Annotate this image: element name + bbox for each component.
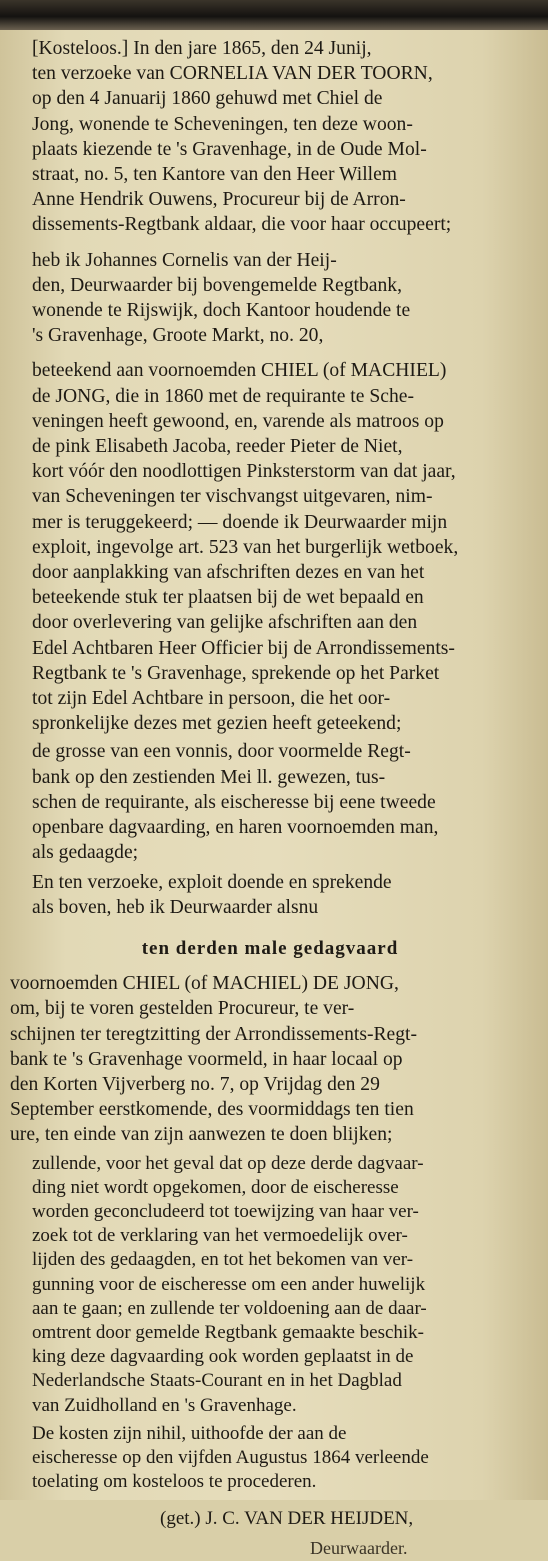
text-line: door aanplakking van afschriften dezes en van het	[32, 562, 425, 584]
text-line: als boven, heb ik Deurwaarder alsnu	[32, 896, 319, 918]
text-line: veningen heeft gewoond, en, varende als matroos op	[32, 410, 444, 432]
paragraph-summons-intro	[10, 870, 530, 920]
text-line: schen de requirante, als eischeresse bij eene tweede	[32, 791, 436, 813]
paragraph-costs	[10, 1422, 530, 1495]
signature: (get.) J. C. VAN DER HEIJDEN,	[160, 1508, 414, 1530]
text-line: spronkelijke dezes met gezien heeft geteekend;	[32, 713, 402, 735]
text-line: mer is teruggekeerd; — doende ik Deurwaarder mijn	[32, 511, 448, 533]
text-line: om, bij te voren gestelden Procureur, te ver-	[10, 998, 355, 1020]
text-line: bank op den zestienden Mei ll. gewezen, tus-	[32, 766, 386, 788]
signature-title: Deurwaarder.	[310, 1537, 408, 1558]
text-line: eischeresse op den vijfden Augustus 1864 verleende	[32, 1446, 429, 1468]
text-line: king deze dagvaarding ook worden geplaatst in de	[32, 1346, 414, 1368]
paragraph-served	[10, 358, 530, 736]
paragraph-judgment	[10, 739, 530, 865]
text-line: tot zijn Edel Achtbare in persoon, die het oor-	[32, 688, 391, 710]
column-rule	[0, 0, 548, 30]
text-line: dissements-Regtbank aldaar, die voor haar occupeert;	[32, 214, 452, 236]
text-line: den, Deurwaarder bij bovengemelde Regtbank,	[32, 274, 402, 296]
text-line: door overlevering van gelijke afschriften aan den	[32, 612, 418, 634]
text-line: [Kosteloos.] In den jare 1865, den 24 Junij,	[32, 38, 372, 59]
text-line: schijnen ter teregtzitting der Arrondissements-Regt-	[10, 1023, 418, 1045]
text-line: Regtbank te 's Gravenhage, sprekende op het Parket	[32, 662, 440, 684]
text-line: wonende te Rijswijk, doch Kantoor houdende te	[32, 300, 411, 322]
text-line: van Scheveningen ter vischvangst uitgevaren, nim-	[32, 486, 433, 508]
text-line: gunning voor de eischeresse om een ander huwelijk	[32, 1273, 426, 1295]
text-line: beteekend aan voornoemden CHIEL (of MACHIEL)	[32, 360, 447, 382]
text-line: den Korten Vijverberg no. 7, op Vrijdag den 29	[10, 1073, 380, 1095]
text-line: zoek tot de verklaring van het vermoedelijk over-	[32, 1225, 408, 1247]
text-line: September eerstkomende, des voormiddags ten tien	[10, 1099, 414, 1121]
legal-notice	[10, 30, 530, 1558]
text-line: voornoemden CHIEL (of MACHIEL) DE JONG,	[10, 973, 399, 995]
text-line: zullende, voor het geval dat op deze derde dagvaar-	[32, 1152, 424, 1174]
text-line: worden geconcludeerd tot toewijzing van haar ver-	[32, 1200, 419, 1222]
text-line: ten verzoeke van CORNELIA VAN DER TOORN,	[32, 63, 433, 85]
text-line: als gedaagde;	[32, 842, 139, 864]
text-line: omtrent door gemelde Regtbank gemaakte beschik-	[32, 1321, 425, 1343]
text-line: de JONG, die in 1860 met de requirante te Sche-	[32, 385, 414, 407]
text-line: Anne Hendrik Ouwens, Procureur bij de Arron-	[32, 189, 406, 211]
text-line: beteekende stuk ter plaatsen bij de wet bepaald en	[32, 587, 424, 609]
text-line: straat, no. 5, ten Kantore van den Heer Willem	[32, 164, 398, 186]
paragraph-bailiff	[10, 248, 530, 349]
paragraph-summons	[10, 971, 530, 1147]
text-line: En ten verzoeke, exploit doende en sprekende	[32, 871, 392, 893]
text-line: de grosse van een vonnis, door voormelde Regt-	[32, 741, 411, 763]
text-line: exploit, ingevolge art. 523 van het burgerlijk wetboek,	[32, 536, 459, 558]
text-line: Nederlandsche Staats-Courant en in het Dagblad	[32, 1370, 402, 1392]
paragraph-conclusion	[10, 1152, 530, 1418]
text-line: plaats kiezende te 's Gravenhage, in de Oude Mol-	[32, 138, 427, 160]
text-line: kort vóór den noodlottigen Pinksterstorm van dat jaar,	[32, 461, 456, 483]
text-line: de pink Elisabeth Jacoba, reeder Pieter de Niet,	[32, 436, 403, 458]
text-line: Edel Achtbaren Heer Officier bij de Arrondissements-	[32, 637, 455, 659]
summons-heading: ten derden male gedagvaard	[141, 937, 399, 959]
text-line: 's Gravenhage, Groote Markt, no. 20,	[32, 325, 324, 347]
paragraph-request	[10, 30, 530, 238]
text-line: op den 4 Januarij 1860 gehuwd met Chiel de	[32, 88, 383, 110]
text-line: Jong, wonende te Scheveningen, ten deze woon-	[32, 113, 413, 135]
text-line: toelating om kosteloos te procederen.	[32, 1471, 317, 1493]
text-line: De kosten zijn nihil, uithoofde der aan de	[32, 1422, 347, 1444]
text-line: bank te 's Gravenhage voormeld, in haar locaal op	[10, 1048, 403, 1070]
text-line: ure, ten einde van zijn aanwezen te doen blijken;	[10, 1124, 393, 1146]
text-line: heb ik Johannes Cornelis van der Heij-	[32, 249, 337, 271]
text-line: van Zuidholland en 's Gravenhage.	[32, 1394, 297, 1416]
text-line: lijden des gedaagden, en tot het bekomen van ver-	[32, 1249, 414, 1271]
text-line: openbare dagvaarding, en haren voornoemden man,	[32, 817, 439, 839]
text-line: aan te gaan; en zullende ter voldoening aan de daar-	[32, 1297, 427, 1319]
text-line: ding niet wordt opgekomen, door de eischeresse	[32, 1176, 399, 1198]
